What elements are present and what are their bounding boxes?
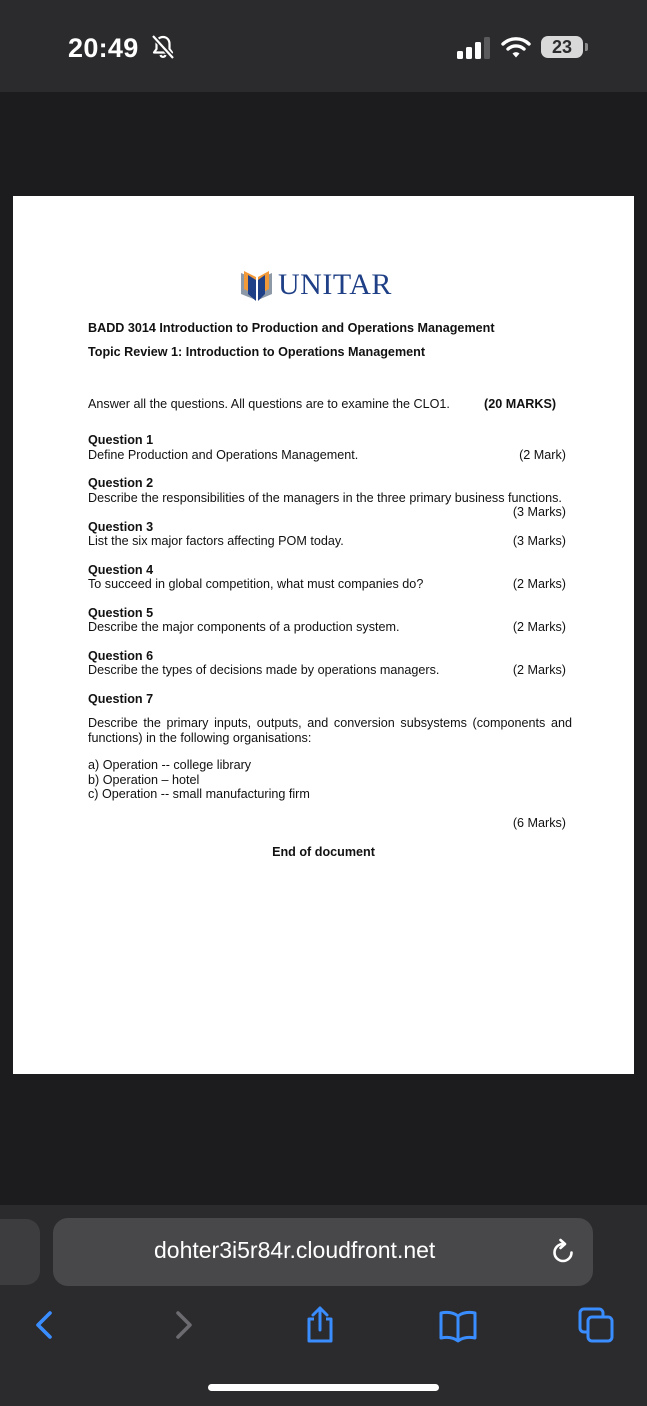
home-indicator[interactable] <box>208 1384 439 1391</box>
wifi-icon <box>501 35 531 59</box>
unitar-logo <box>239 266 399 306</box>
question-2-marks: (3 Marks) <box>512 505 566 519</box>
question-7-item-b: b) Operation – hotel <box>88 773 200 787</box>
share-icon[interactable] <box>300 1305 340 1345</box>
document-page <box>13 196 634 1074</box>
question-2-title: Question 2 <box>88 476 154 490</box>
question-3-text: List the six major factors affecting POM today. <box>88 534 344 548</box>
previous-tab-preview[interactable] <box>0 1219 40 1285</box>
question-1-text: Define Production and Operations Management. <box>88 448 359 462</box>
question-7-item-a: a) Operation -- college library <box>88 758 252 772</box>
instructions: Answer all the questions. All questions are to examine the CLO1. <box>88 397 450 411</box>
forward-icon[interactable] <box>164 1305 204 1345</box>
question-7-title: Question 7 <box>88 692 154 706</box>
question-4-marks: (2 Marks) <box>512 577 566 591</box>
question-5-text: Describe the major components of a production system. <box>88 620 400 634</box>
question-7-text: Describe the primary inputs, outputs, and conversion subsystems (components and functions) in the following organisations: <box>88 716 572 745</box>
question-3-title: Question 3 <box>88 520 154 534</box>
course-title: BADD 3014 Introduction to Production and Operations Management <box>88 321 495 335</box>
question-1-marks: (2 Mark) <box>519 448 566 462</box>
end-of-document: End of document <box>272 845 375 859</box>
url-text[interactable]: dohter3i5r84r.cloudfront.net <box>154 1237 436 1263</box>
question-7-marks: (6 Marks) <box>512 816 566 830</box>
question-5-title: Question 5 <box>88 606 154 620</box>
battery-indicator: 23 <box>541 36 583 58</box>
battery-tip <box>585 43 588 51</box>
topic-title: Topic Review 1: Introduction to Operations Management <box>88 345 426 359</box>
status-bar <box>0 0 647 92</box>
tabs-icon[interactable] <box>576 1305 616 1345</box>
browser-bottom-bar <box>0 1205 647 1406</box>
question-4-text: To succeed in global competition, what must companies do? <box>88 577 424 591</box>
question-6-title: Question 6 <box>88 649 154 663</box>
question-1-title: Question 1 <box>88 433 154 447</box>
bookmarks-icon[interactable] <box>438 1305 478 1345</box>
reload-icon[interactable] <box>549 1238 577 1266</box>
book-logo-icon <box>239 268 275 304</box>
address-bar[interactable] <box>53 1218 593 1286</box>
cellular-signal-icon <box>457 37 491 59</box>
logo-text: UNITAR <box>278 268 392 301</box>
back-icon[interactable] <box>24 1305 64 1345</box>
question-2-text: Describe the responsibilities of the managers in the three primary business functions. <box>88 491 562 505</box>
clock: 20:49 <box>68 33 139 63</box>
question-6-marks: (2 Marks) <box>512 663 566 677</box>
question-6-text: Describe the types of decisions made by operations managers. <box>88 663 440 677</box>
question-7-item-c: c) Operation -- small manufacturing firm <box>88 787 310 801</box>
question-4-title: Question 4 <box>88 563 154 577</box>
question-3-marks: (3 Marks) <box>512 534 566 548</box>
total-marks: (20 MARKS) <box>484 397 557 411</box>
question-5-marks: (2 Marks) <box>512 620 566 634</box>
bell-slash-icon <box>150 34 176 60</box>
